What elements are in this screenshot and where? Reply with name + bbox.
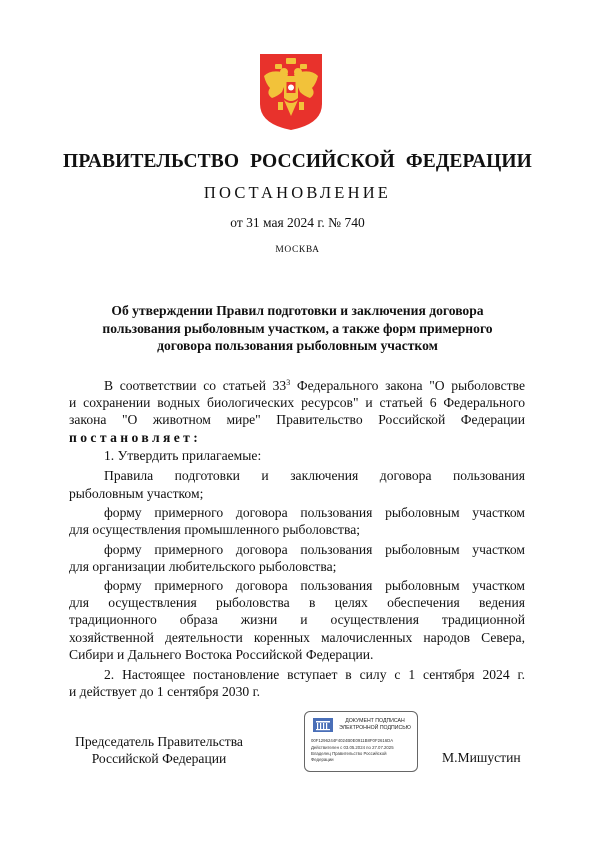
subject-line: договора пользования рыболовным участком bbox=[157, 338, 438, 353]
subject-line: пользования рыболовным участком, а также форм примерного bbox=[102, 320, 493, 336]
industrial-form-line: для осуществления промышленного рыболовства; bbox=[69, 522, 361, 537]
document-city: МОСКВА bbox=[275, 245, 320, 255]
traditional-form-line: традиционного образа жизни и осуществления традиционной bbox=[69, 612, 525, 627]
stamp-title-line: ДОКУМЕНТ ПОДПИСАН bbox=[345, 718, 405, 724]
article-superscript: 3 bbox=[286, 378, 291, 387]
industrial-form-line: форму примерного договора пользования рыболовным участком bbox=[104, 505, 525, 520]
preamble-text: Федерального закона "О рыболовстве bbox=[290, 378, 525, 393]
signatory-role-line: Российской Федерации bbox=[91, 751, 227, 766]
approved-rules-line: Правила подготовки и заключения договора пользования bbox=[104, 468, 525, 483]
item-1: 1. Утвердить прилагаемые: bbox=[104, 448, 262, 463]
coat-of-arms-icon bbox=[258, 52, 324, 132]
amateur-form-line: для организации любительского рыболовства; bbox=[69, 559, 337, 574]
stamp-certificate: 00F1296244F4024B0E0911B8F0F2616DA bbox=[311, 738, 394, 743]
approved-rules-line: рыболовным участком; bbox=[69, 486, 204, 501]
signatory-role bbox=[70, 733, 248, 767]
traditional-form-line: форму примерного договора пользования рыболовным участком bbox=[104, 578, 525, 593]
traditional-form-line: хозяйственной деятельности коренных малочисленных народов Севера, bbox=[69, 630, 525, 645]
stamp-validity: Действителен с 03.05.2024 по 27.07.2025 bbox=[311, 745, 394, 750]
stamp-title bbox=[337, 718, 413, 732]
signatory-name: М.Мишустин bbox=[442, 750, 521, 765]
stamp-title-line: ЭЛЕКТРОННОЙ ПОДПИСЬЮ bbox=[339, 725, 411, 731]
document-date-number: от 31 мая 2024 г. № 740 bbox=[230, 215, 365, 230]
preamble-line: закона "О животном мире" Правительство Российской Федерации bbox=[69, 412, 525, 427]
item-2-line: 2. Настоящее постановление вступает в силу с 1 сентября 2024 г. bbox=[104, 667, 525, 682]
government-building-icon bbox=[313, 718, 333, 732]
stamp-owner: Владелец Правительство Российской bbox=[311, 751, 387, 756]
item-2-line: и действует до 1 сентября 2030 г. bbox=[69, 684, 261, 699]
resolves-word: постановляет: bbox=[69, 430, 202, 445]
traditional-form-line: для осуществления рыболовства в целях обеспечения ведения bbox=[69, 595, 525, 610]
amateur-form-line: форму примерного договора пользования рыболовным участком bbox=[104, 542, 525, 557]
electronic-signature-stamp bbox=[304, 711, 418, 772]
document-subject bbox=[60, 302, 535, 355]
document-type: ПОСТАНОВЛЕНИЕ bbox=[203, 183, 392, 202]
subject-line: Об утверждении Правил подготовки и заключения договора bbox=[111, 303, 484, 318]
preamble-line: и сохранении водных биологических ресурсов" и статьей 6 Федерального bbox=[69, 395, 525, 410]
traditional-form-line: Сибири и Дальнего Востока Российской Федерации. bbox=[69, 647, 374, 662]
government-title: ПРАВИТЕЛЬСТВО РОССИЙСКОЙ ФЕДЕРАЦИИ bbox=[63, 151, 532, 172]
preamble-text: В соответствии со статьей 33 bbox=[104, 378, 287, 393]
stamp-owner: Федерации bbox=[311, 757, 334, 762]
signatory-role-line: Председатель Правительства bbox=[75, 734, 243, 749]
